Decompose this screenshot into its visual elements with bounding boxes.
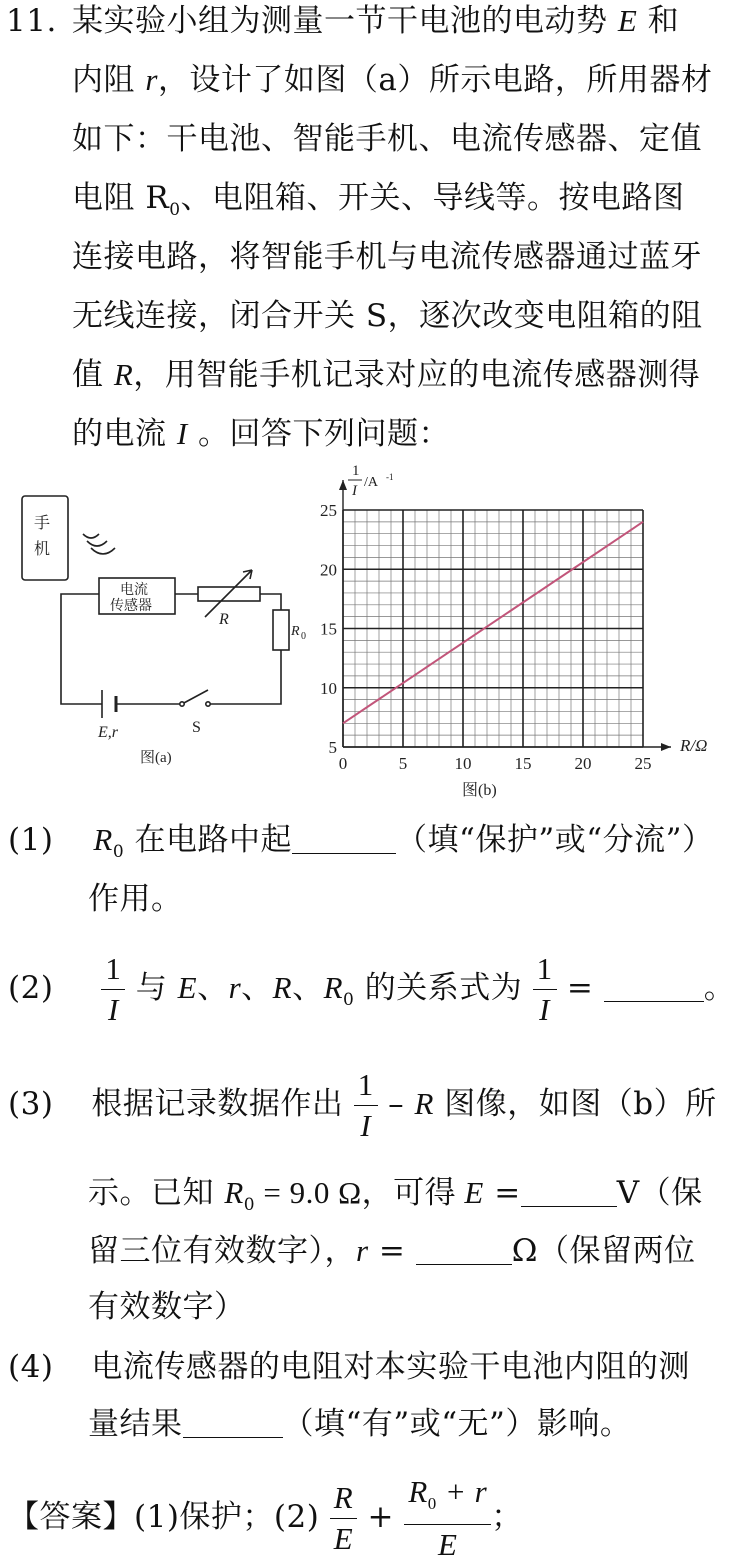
q1-r0: R [93,822,113,857]
x-axis-label: R/Ω [680,736,708,755]
q2-number: (2) [8,970,54,1006]
q3-line-1: (3) 根据记录数据作出 $\frac{1}{I}$ – R 图像，如图（b）所 [8,1064,717,1146]
x-tick-label: 5 [398,754,408,773]
question-number: 11. [6,3,57,39]
q3-line-4: 有效数字） [88,1289,246,1325]
q4-number: (4) [8,1349,54,1385]
y-tick-label: 20 [320,560,337,580]
stem-line-4: 电阻 $R_0$、电阻箱、开关、导线等。按电路图 [72,180,685,221]
phone-label-1: 手 [34,515,51,532]
y-label-frac-num: 1 [352,463,360,479]
stem-line-3: 如下：干电池、智能手机、电流传感器、定值 [72,121,702,157]
wireless-icon [83,534,99,538]
y-label-unit-sup: -1 [386,472,394,482]
x-tick-labels [339,754,652,773]
y-tick-labels [320,501,337,757]
q2-answer-blank[interactable] [604,973,704,1002]
q2-frac-left: $\frac{1}{I}$ [101,949,125,1030]
figure-a-caption: 图(a) [140,750,172,766]
x-tick-label: 15 [514,754,532,773]
q4-line-2: 量结果 （填“有”或“无”）影响。 [88,1406,632,1442]
r0-sub: 0 [301,631,306,642]
y-tick-label: 15 [320,619,337,639]
q4-line-1: (4) 电流传感器的电阻对本实验干电池内阻的测 [8,1349,690,1385]
x-tick-label: 10 [454,754,472,773]
sensor-label-1: 电流 [120,583,148,598]
y-tick-label: 25 [320,501,337,520]
q3-line-3: 留三位有效数字），r = Ω（保留两位 [88,1233,696,1269]
answer-line: 【答案】(1)保护；(2) $\frac{R}{E}$ + $\frac{R_0 + r}{E}$ ； [8,1472,523,1565]
sensor-label-2: 传感器 [110,599,152,614]
rheostat-label: R [219,611,229,628]
stem-line-7: 值 R，用智能手机记录对应的电流传感器测得 [72,357,701,393]
y-label-unit: /A [364,475,378,490]
q4-answer-blank[interactable] [183,1409,283,1438]
answer-frac-2: $\frac{R_0 + r}{E}$ [404,1472,491,1565]
stem-line-5: 连接电路，将智能手机与电流传感器通过蓝牙 [72,239,702,275]
switch-label: S [192,719,201,736]
stem-line-1: 某实验小组为测量一节干电池的电动势 E 和 [72,3,680,39]
x-tick-label: 0 [338,754,348,773]
r0-label: R [291,624,300,639]
y-label-frac-den: I [352,483,357,499]
answer-label: 【答案】 [8,1499,134,1536]
q3-emf-blank[interactable] [521,1178,617,1207]
q1-line-2: 作用。 [88,881,183,917]
phone-box [22,496,68,580]
graph-b [310,455,739,805]
q1-text-b: （填“保护”或“分流”） [396,822,714,858]
x-tick-label: 20 [574,754,592,773]
battery-label: E,r [98,724,118,741]
figure-b-caption: 图(b) [462,782,497,799]
stem-line-6: 无线连接，闭合开关 S，逐次改变电阻箱的阻 [72,298,703,334]
q3-frac: $\frac{1}{I}$ [354,1065,378,1146]
series [343,522,643,723]
q3-r-blank[interactable] [416,1236,512,1265]
stem-line-2: 内阻 r，设计了如图（a）所示电路，所用器材 [72,62,713,98]
y-tick-label: 10 [320,678,337,698]
q2-line: (2) $\frac{1}{I}$ 与 E、r、R、$R_0$ 的关系式为 $\frac{1}{I}$ = 。 [8,948,735,1040]
x-tick-label: 25 [634,754,652,773]
x-axis-arrow [661,743,671,751]
y-axis-arrow [339,480,347,490]
y-tick-label: 5 [328,738,337,757]
answer-frac-1: $\frac{R}{E}$ [330,1478,357,1559]
q1-answer-blank[interactable] [292,825,396,854]
r0-resistor-symbol [273,610,289,650]
q1-number: (1) [8,822,54,858]
q3-line-2: 示。已知 $R_0 = 9.0$ Ω，可得 E = V（保 [88,1175,703,1216]
switch-symbol [182,690,208,704]
q1-text-a: 在电路中起 [124,822,293,858]
q2-frac-right: $\frac{1}{I}$ [533,949,557,1030]
circuit-diagram [0,490,310,780]
q1-r0-sub: 0 [112,842,125,863]
q1-line-1 [8,823,713,869]
q3-number: (3) [8,1086,54,1122]
phone-label-2: 机 [34,541,51,558]
stem-line-8: 的电流 I 。回答下列问题： [72,416,451,452]
fit-line [343,522,643,723]
